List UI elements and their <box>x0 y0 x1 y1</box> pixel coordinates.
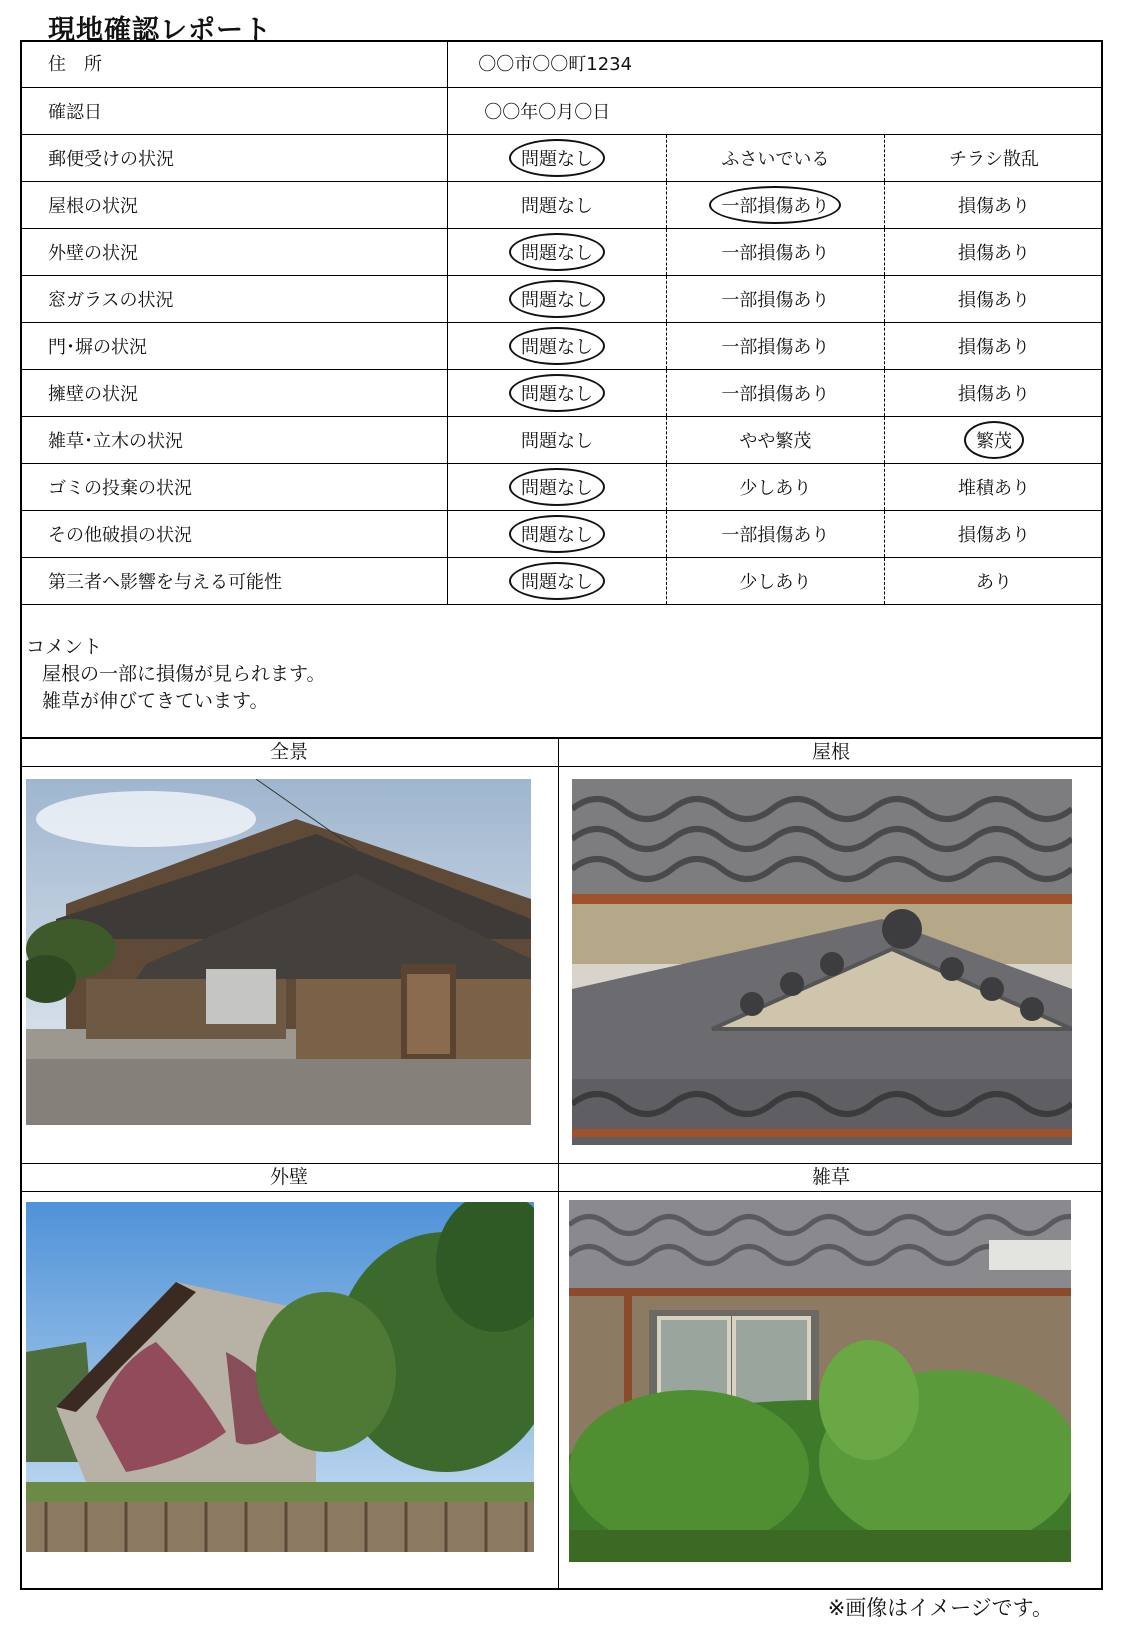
option-label: 一部損傷あり <box>721 383 830 405</box>
house-overview-photo <box>26 779 531 1125</box>
check-option <box>885 181 1103 228</box>
selected-option-circle: 問題なし <box>509 233 605 271</box>
check-option <box>666 369 884 416</box>
check-row <box>20 416 1103 463</box>
check-row-label: 擁壁の状況 <box>20 369 448 416</box>
check-row <box>20 510 1103 557</box>
comment-heading: コメント <box>26 636 103 658</box>
check-option <box>666 181 884 228</box>
option-label: ふさいでいる <box>721 148 830 170</box>
photo-overview-cell <box>20 739 558 1163</box>
check-row <box>20 181 1103 228</box>
check-option <box>666 510 884 557</box>
check-row <box>20 275 1103 322</box>
check-option <box>448 134 666 181</box>
check-option <box>448 181 666 228</box>
image-note: ※画像はイメージです。 <box>827 1596 1053 1620</box>
comment-box <box>22 634 1101 736</box>
option-label: 一部損傷あり <box>721 524 830 546</box>
photo-caption: 外壁 <box>20 1164 558 1192</box>
selected-option-circle: 問題なし <box>509 468 605 506</box>
check-row <box>20 322 1103 369</box>
photo-caption: 雑草 <box>559 1164 1103 1192</box>
check-option <box>885 557 1103 604</box>
check-option <box>448 510 666 557</box>
selected-option-circle: 問題なし <box>509 280 605 318</box>
option-label: やや繁茂 <box>739 430 812 452</box>
option-label: 損傷あり <box>958 524 1031 546</box>
check-option <box>666 275 884 322</box>
check-option <box>666 322 884 369</box>
check-row-label: ゴミの投棄の状況 <box>20 463 448 510</box>
selected-option-circle: 問題なし <box>509 327 605 365</box>
check-option <box>885 322 1103 369</box>
check-option <box>885 416 1103 463</box>
check-row-label: 郵便受けの状況 <box>20 134 448 181</box>
option-label: 少しあり <box>739 477 812 499</box>
report-title: 現地確認レポート <box>48 15 272 46</box>
check-row <box>20 228 1103 275</box>
photo-roof-cell <box>559 739 1103 1163</box>
check-row-label: 外壁の状況 <box>20 228 448 275</box>
check-option <box>885 463 1103 510</box>
address-value: 〇〇市〇〇町1234 <box>448 40 1103 87</box>
option-label: 損傷あり <box>958 289 1031 311</box>
check-option <box>885 134 1103 181</box>
check-option <box>666 134 884 181</box>
check-row-label: 第三者へ影響を与える可能性 <box>20 557 448 604</box>
option-label: 問題なし <box>520 195 593 217</box>
date-value: 〇〇年〇月〇日 <box>448 87 1103 134</box>
check-option <box>885 275 1103 322</box>
option-label: 一部損傷あり <box>721 336 830 358</box>
selected-option-circle: 問題なし <box>509 139 605 177</box>
option-label: 損傷あり <box>958 383 1031 405</box>
option-label: 損傷あり <box>958 242 1031 264</box>
check-row <box>20 557 1103 604</box>
check-row-label: 窓ガラスの状況 <box>20 275 448 322</box>
check-row <box>20 369 1103 416</box>
check-option <box>448 369 666 416</box>
comment-line: 雑草が伸びてきています。 <box>42 690 269 712</box>
selected-option-circle: 一部損傷あり <box>709 186 841 224</box>
option-label: 問題なし <box>520 430 593 452</box>
date-row <box>20 87 1103 134</box>
option-label: 少しあり <box>739 571 812 593</box>
photo-caption: 全景 <box>20 739 558 767</box>
wall-photo <box>26 1202 534 1552</box>
photo-grid <box>20 737 1103 1590</box>
check-option <box>448 463 666 510</box>
photo-wall-cell <box>20 1164 558 1590</box>
check-option <box>666 416 884 463</box>
option-label: 一部損傷あり <box>721 289 830 311</box>
option-label: 損傷あり <box>958 336 1031 358</box>
address-label: 住 所 <box>20 40 448 87</box>
check-option <box>448 322 666 369</box>
option-label: チラシ散乱 <box>949 148 1040 170</box>
option-label: 損傷あり <box>958 195 1031 217</box>
selected-option-circle: 問題なし <box>509 515 605 553</box>
check-option <box>448 275 666 322</box>
check-option <box>666 228 884 275</box>
check-option <box>666 463 884 510</box>
check-row-label: 雑草･立木の状況 <box>20 416 448 463</box>
check-option <box>666 557 884 604</box>
selected-option-circle: 問題なし <box>509 562 605 600</box>
address-row <box>20 40 1103 87</box>
option-label: あり <box>976 571 1013 593</box>
check-option <box>448 416 666 463</box>
option-label: 堆積あり <box>958 477 1031 499</box>
check-option <box>885 228 1103 275</box>
selected-option-circle: 問題なし <box>509 374 605 412</box>
roof-photo <box>572 779 1072 1145</box>
check-row <box>20 463 1103 510</box>
photo-weeds-cell <box>559 1164 1103 1590</box>
date-label: 確認日 <box>20 87 448 134</box>
selected-option-circle: 繁茂 <box>964 421 1024 459</box>
option-label: 一部損傷あり <box>721 242 830 264</box>
check-row-label: 門･塀の状況 <box>20 322 448 369</box>
comment-line: 屋根の一部に損傷が見られます。 <box>42 663 326 685</box>
photo-caption: 屋根 <box>559 739 1103 767</box>
check-row <box>20 134 1103 181</box>
check-option <box>448 557 666 604</box>
check-row-label: 屋根の状況 <box>20 181 448 228</box>
check-option <box>885 510 1103 557</box>
status-table <box>20 40 1103 605</box>
check-row-label: その他破損の状況 <box>20 510 448 557</box>
check-option <box>885 369 1103 416</box>
weeds-photo <box>569 1200 1071 1562</box>
check-option <box>448 228 666 275</box>
